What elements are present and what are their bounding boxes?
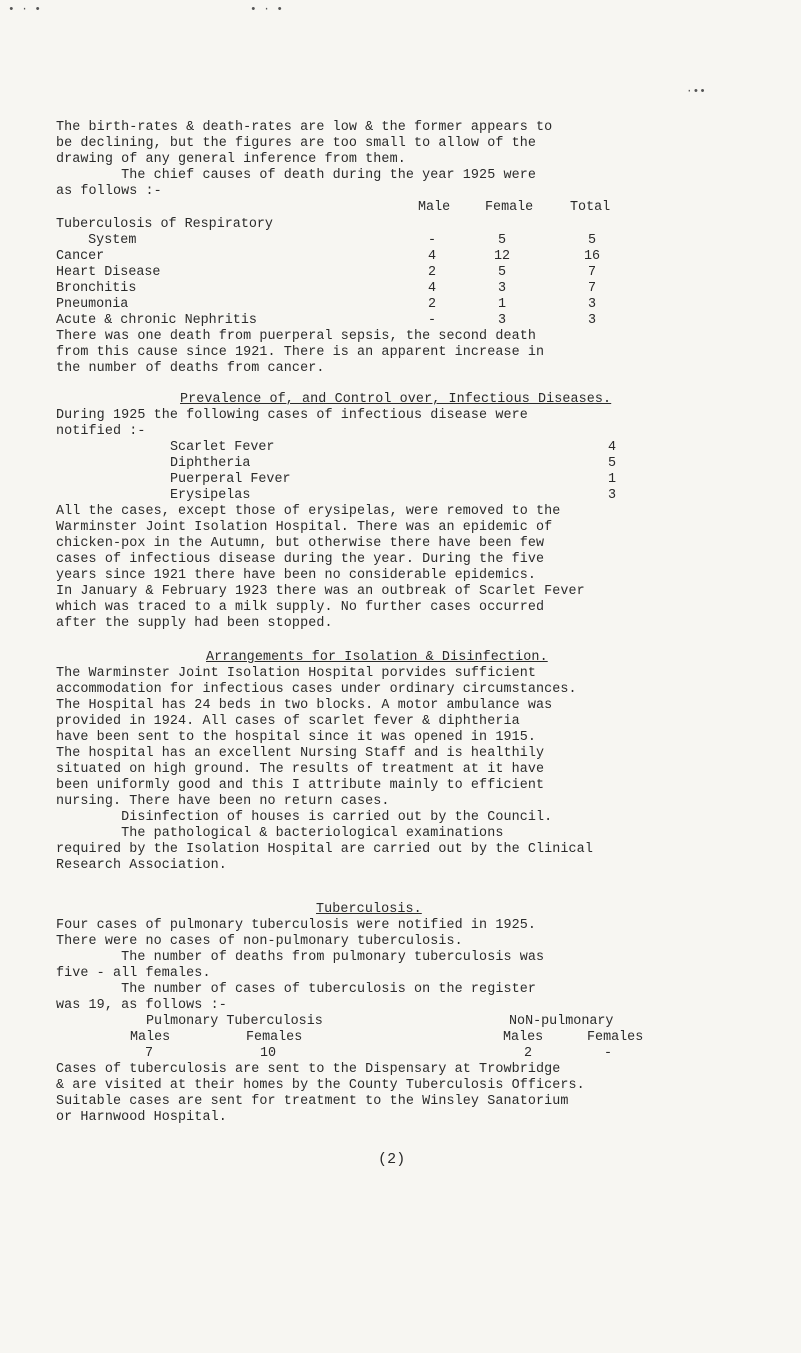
- cause-label: Tuberculosis of Respiratory: [56, 217, 273, 232]
- cause-label: Acute & chronic Nephritis: [56, 313, 257, 328]
- females-label: Females: [246, 1030, 303, 1045]
- section-heading: Prevalence of, and Control over, Infectious Diseases.: [180, 392, 612, 407]
- pulmonary-label: Pulmonary Tuberculosis: [146, 1014, 323, 1029]
- corner-mark-left: • · •: [8, 4, 42, 16]
- text-line: In January & February 1923 there was an outbreak of Scarlet Fever: [56, 584, 585, 599]
- cause-label: Bronchitis: [56, 281, 137, 296]
- text-line: chicken-pox in the Autumn, but otherwise there have been few: [56, 536, 545, 551]
- female-count: 1: [498, 297, 507, 312]
- text-line: All the cases, except those of erysipelas, were removed to the: [56, 504, 561, 519]
- text-line: The chief causes of death during the year 1925 were: [56, 168, 537, 183]
- disease-label: Diphtheria: [170, 456, 251, 471]
- text-line: Research Association.: [56, 858, 227, 873]
- non-pulmonary-label: NoN-pulmonary: [509, 1014, 614, 1029]
- text-line: notified :-: [56, 424, 146, 439]
- header-male: Male: [418, 200, 451, 215]
- text-line: The pathological & bacteriological examinations: [56, 826, 504, 841]
- cause-label: Heart Disease: [56, 265, 161, 280]
- female-count: 12: [494, 249, 511, 264]
- text-line: There was one death from puerperal sepsis, the second death: [56, 329, 537, 344]
- male-count: 4: [428, 281, 437, 296]
- page-number: (2): [378, 1151, 406, 1168]
- male-count: 2: [428, 265, 437, 280]
- cause-label: System: [56, 233, 137, 248]
- header-total: Total: [570, 200, 611, 215]
- text-line: & are visited at their homes by the County Tuberculosis Officers.: [56, 1078, 585, 1093]
- text-line: be declining, but the figures are too small to allow of the: [56, 136, 537, 151]
- header-female: Female: [485, 200, 534, 215]
- section-heading: Arrangements for Isolation & Disinfection.: [206, 650, 548, 665]
- non-pulmonary-males-count: 2: [524, 1046, 533, 1061]
- pulmonary-males-count: 7: [145, 1046, 154, 1061]
- text-line: The hospital has an excellent Nursing Staff and is healthily: [56, 746, 545, 761]
- total-count: 3: [588, 313, 597, 328]
- disease-label: Scarlet Fever: [170, 440, 275, 455]
- female-count: 3: [498, 281, 507, 296]
- cause-label: Cancer: [56, 249, 105, 264]
- text-line: have been sent to the hospital since it was opened in 1915.: [56, 730, 537, 745]
- case-count: 3: [608, 488, 617, 503]
- text-line: During 1925 the following cases of infectious disease were: [56, 408, 528, 423]
- text-line: Disinfection of houses is carried out by the Council.: [56, 810, 553, 825]
- text-line: after the supply had been stopped.: [56, 616, 333, 631]
- non-pulmonary-females-count: -: [604, 1046, 613, 1061]
- text-line: Warminster Joint Isolation Hospital. There was an epidemic of: [56, 520, 553, 535]
- text-line: drawing of any general inference from them.: [56, 152, 406, 167]
- disease-label: Erysipelas: [170, 488, 251, 503]
- text-line: situated on high ground. The results of treatment at it have: [56, 762, 545, 777]
- text-line: or Harnwood Hospital.: [56, 1110, 227, 1125]
- case-count: 5: [608, 456, 617, 471]
- male-count: 4: [428, 249, 437, 264]
- female-count: 5: [498, 265, 507, 280]
- male-count: 2: [428, 297, 437, 312]
- female-count: 3: [498, 313, 507, 328]
- text-line: The Hospital has 24 beds in two blocks. A motor ambulance was: [56, 698, 553, 713]
- text-line: from this cause since 1921. There is an apparent increase in: [56, 345, 545, 360]
- text-line: as follows :-: [56, 184, 162, 199]
- text-line: Suitable cases are sent for treatment to the Winsley Sanatorium: [56, 1094, 569, 1109]
- section-heading: Tuberculosis.: [316, 902, 422, 917]
- pulmonary-females-count: 10: [260, 1046, 277, 1061]
- males-label: Males: [130, 1030, 171, 1045]
- males-label: Males: [503, 1030, 544, 1045]
- text-line: Four cases of pulmonary tuberculosis were notified in 1925.: [56, 918, 537, 933]
- text-line: Cases of tuberculosis are sent to the Dispensary at Trowbridge: [56, 1062, 561, 1077]
- text-line: years since 1921 there have been no considerable epidemics.: [56, 568, 537, 583]
- text-line: been uniformly good and this I attribute mainly to efficient: [56, 778, 545, 793]
- text-line: provided in 1924. All cases of scarlet fever & diphtheria: [56, 714, 520, 729]
- case-count: 1: [608, 472, 617, 487]
- text-line: The number of deaths from pulmonary tuberculosis was: [56, 950, 545, 965]
- female-count: 5: [498, 233, 507, 248]
- text-line: The Warminster Joint Isolation Hospital porvides sufficient: [56, 666, 537, 681]
- total-count: 7: [588, 265, 597, 280]
- text-line: The number of cases of tuberculosis on the register: [56, 982, 537, 997]
- text-line: The birth-rates & death-rates are low & the former appears to: [56, 120, 553, 135]
- text-line: accommodation for infectious cases under ordinary circumstances.: [56, 682, 577, 697]
- male-count: -: [428, 233, 437, 248]
- text-line: There were no cases of non-pulmonary tuberculosis.: [56, 934, 463, 949]
- text-line: required by the Isolation Hospital are carried out by the Clinical: [56, 842, 593, 857]
- text-line: the number of deaths from cancer.: [56, 361, 325, 376]
- text-line: cases of infectious disease during the year. During the five: [56, 552, 545, 567]
- total-count: 3: [588, 297, 597, 312]
- corner-mark-center: • · •: [250, 4, 284, 16]
- text-line: was 19, as follows :-: [56, 998, 227, 1013]
- corner-mark-right: ·••: [686, 86, 706, 98]
- cause-label: Pneumonia: [56, 297, 129, 312]
- females-label: Females: [587, 1030, 644, 1045]
- total-count: 5: [588, 233, 597, 248]
- text-line: five - all females.: [56, 966, 211, 981]
- text-line: which was traced to a milk supply. No further cases occurred: [56, 600, 545, 615]
- male-count: -: [428, 313, 437, 328]
- disease-label: Puerperal Fever: [170, 472, 291, 487]
- total-count: 16: [584, 249, 601, 264]
- case-count: 4: [608, 440, 617, 455]
- text-line: nursing. There have been no return cases.: [56, 794, 390, 809]
- total-count: 7: [588, 281, 597, 296]
